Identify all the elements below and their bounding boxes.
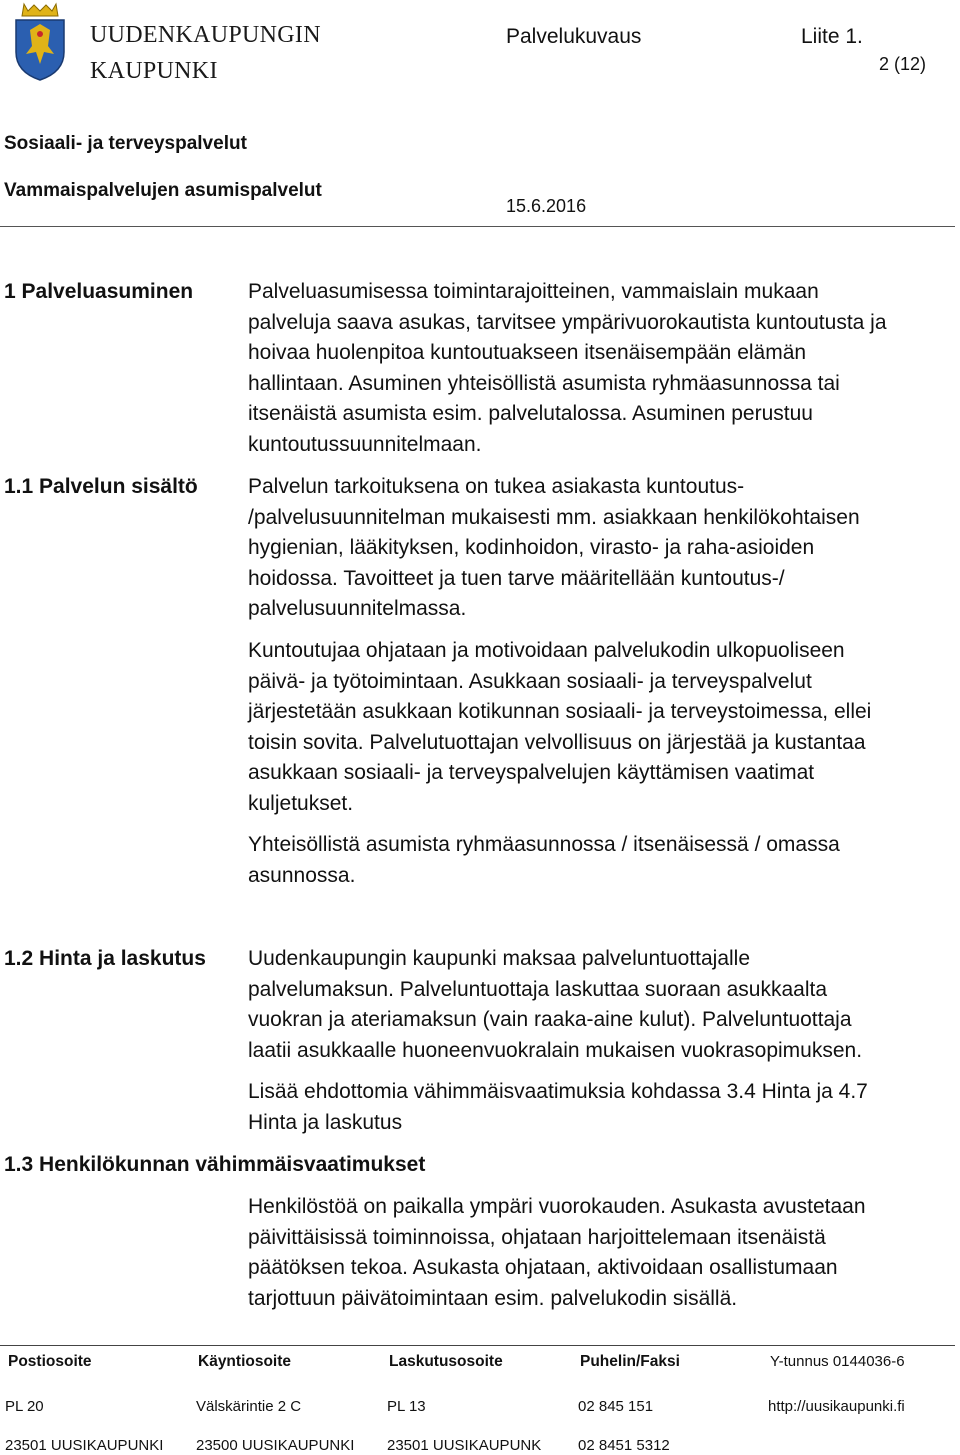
footer-business-id: Y-tunnus 0144036-6 — [770, 1353, 905, 1370]
footer-billing-city: 23501 UUSIKAUPUNK — [387, 1437, 542, 1454]
text-line: hoidossa. Tavoitteet ja tuen tarve määritellään kuntoutus-/ — [248, 566, 785, 590]
footer-billing-box: PL 13 — [387, 1398, 426, 1415]
text-line: laatii asukkaalle huoneenvuokralain mukaisen vuokrasopimuksen. — [248, 1038, 863, 1062]
footer-visiting-street: Välskärintie 2 C — [196, 1398, 302, 1415]
text-line: päivittäisissä toiminnoissa, ohjataan harjoittelemaan itsenäistä — [248, 1225, 826, 1249]
doc-type: Palvelukuvaus — [506, 25, 642, 48]
footer-visiting-city: 23500 UUSIKAUPUNKI — [196, 1437, 355, 1454]
text-line: palvelumaksun. Palveluntuottaja laskuttaa suoraan asukkaalta — [248, 977, 828, 1001]
text-line: palveluja saava asukas, tarvitsee ympärivuorokautista kuntoutusta ja — [248, 310, 887, 334]
text-line: asunnossa. — [248, 863, 356, 887]
section-heading-1-1: 1.1 Palvelun sisältö — [4, 475, 198, 498]
section-1-2-paragraph-2 — [248, 1077, 956, 1138]
unit-title: Vammaispalvelujen asumispalvelut — [4, 180, 322, 201]
text-line: Palveluasumisessa toimintarajoitteinen, vammaislain mukaan — [248, 280, 819, 303]
org-name-line1: UUDENKAUPUNGIN — [90, 22, 321, 48]
org-name-line2: KAUPUNKI — [90, 58, 218, 84]
text-line: itsenäistä asumista esim. palvelutalossa. Asuminen perustuu — [248, 402, 813, 425]
header-divider — [0, 226, 955, 227]
text-line: hallintaan. Asuminen yhteisöllistä asumista ryhmäasunnossa tai — [248, 371, 840, 395]
text-line: Lisää ehdottomia vähimmäisvaatimuksia kohdassa 3.4 Hinta ja 4.7 — [248, 1080, 868, 1103]
text-line: tarjottuun päivätoimintaan esim. palvelukodin sisällä. — [248, 1286, 738, 1310]
section-heading-1-3: 1.3 Henkilökunnan vähimmäisvaatimukset — [4, 1153, 426, 1176]
text-line: kuntoutussuunnitelmaan. — [248, 432, 482, 456]
text-line: asukkaan sosiaali- ja terveyspalvelujen käyttämisen vaatimat — [248, 761, 815, 784]
text-line: vuokran ja ateriamaksun (vain raaka-aine kulut). Palveluntuottaja — [248, 1008, 852, 1031]
footer-phone: 02 845 151 — [578, 1398, 654, 1415]
section-heading-1: 1 Palveluasuminen — [4, 280, 194, 303]
footer-fax: 02 8451 5312 — [578, 1437, 670, 1454]
coat-of-arms-icon — [10, 2, 70, 82]
appendix-label: Liite 1. — [801, 25, 863, 48]
footer-heading-phone: Puhelin/Faksi — [580, 1353, 680, 1370]
footer-heading-postal: Postiosoite — [8, 1353, 92, 1370]
text-line: järjestetään asukkaan kotikunnan sosiaali- ja terveystoimessa, ellei — [248, 700, 872, 723]
text-line: päätöksen tekoa. Asukasta ohjataan, aktivoidaan osallistumaan — [248, 1256, 838, 1279]
footer-heading-visiting: Käyntiosoite — [198, 1353, 292, 1370]
text-line: kuljetukset. — [248, 791, 354, 815]
section-1-1-paragraph-2 — [248, 636, 956, 819]
text-line: Uudenkaupungin kaupunki maksaa palveluntuottajalle — [248, 947, 751, 970]
text-line: Henkilöstöä on paikalla ympäri vuorokauden. Asukasta avustetaan — [248, 1195, 866, 1218]
footer-website-link[interactable]: http://uusikaupunki.fi — [768, 1398, 905, 1415]
text-line: Palvelun tarkoituksena on tukea asiakasta kuntoutus- — [248, 475, 745, 498]
page-number: 2 (12) — [879, 54, 927, 74]
section-1-3-paragraph-1 — [248, 1192, 956, 1314]
footer-divider — [0, 1345, 955, 1346]
section-1-1-paragraph-3 — [248, 830, 956, 891]
footer-heading-billing: Laskutusosoite — [389, 1353, 503, 1370]
text-line: Hinta ja laskutus — [248, 1110, 403, 1134]
document-date: 15.6.2016 — [506, 196, 587, 216]
text-line: hoivaa huolenpitoa kuntoutuakseen itsenäisempään elämän — [248, 341, 807, 364]
section-1-2-paragraph-1 — [248, 944, 956, 1066]
text-line: päivä- ja työtoimintaan. Asukkaan sosiaali- ja terveyspalvelut — [248, 669, 812, 693]
text-line: hygienian, lääkityksen, kodinhoidon, virasto- ja raha-asioiden — [248, 536, 815, 559]
text-line: Yhteisöllistä asumista ryhmäasunnossa / itsenäisessä / omassa — [248, 833, 840, 856]
text-line: /palvelusuunnitelman mukaisesti mm. asiakkaan henkilökohtaisen — [248, 505, 860, 529]
footer-postal-city: 23501 UUSIKAUPUNKI — [5, 1437, 164, 1454]
text-line: toisin sovita. Palvelutuottajan velvollisuus on järjestää ja kustantaa — [248, 730, 866, 754]
text-line: palvelusuunnitelmassa. — [248, 597, 467, 620]
department-title: Sosiaali- ja terveyspalvelut — [4, 133, 247, 154]
section-1-1-paragraph-1 — [248, 472, 956, 625]
section-heading-1-2: 1.2 Hinta ja laskutus — [4, 947, 206, 970]
section-1-body — [248, 277, 956, 460]
footer-postal-box: PL 20 — [5, 1398, 44, 1415]
text-line: Kuntoutujaa ohjataan ja motivoidaan palvelukodin ulkopuoliseen — [248, 639, 845, 662]
